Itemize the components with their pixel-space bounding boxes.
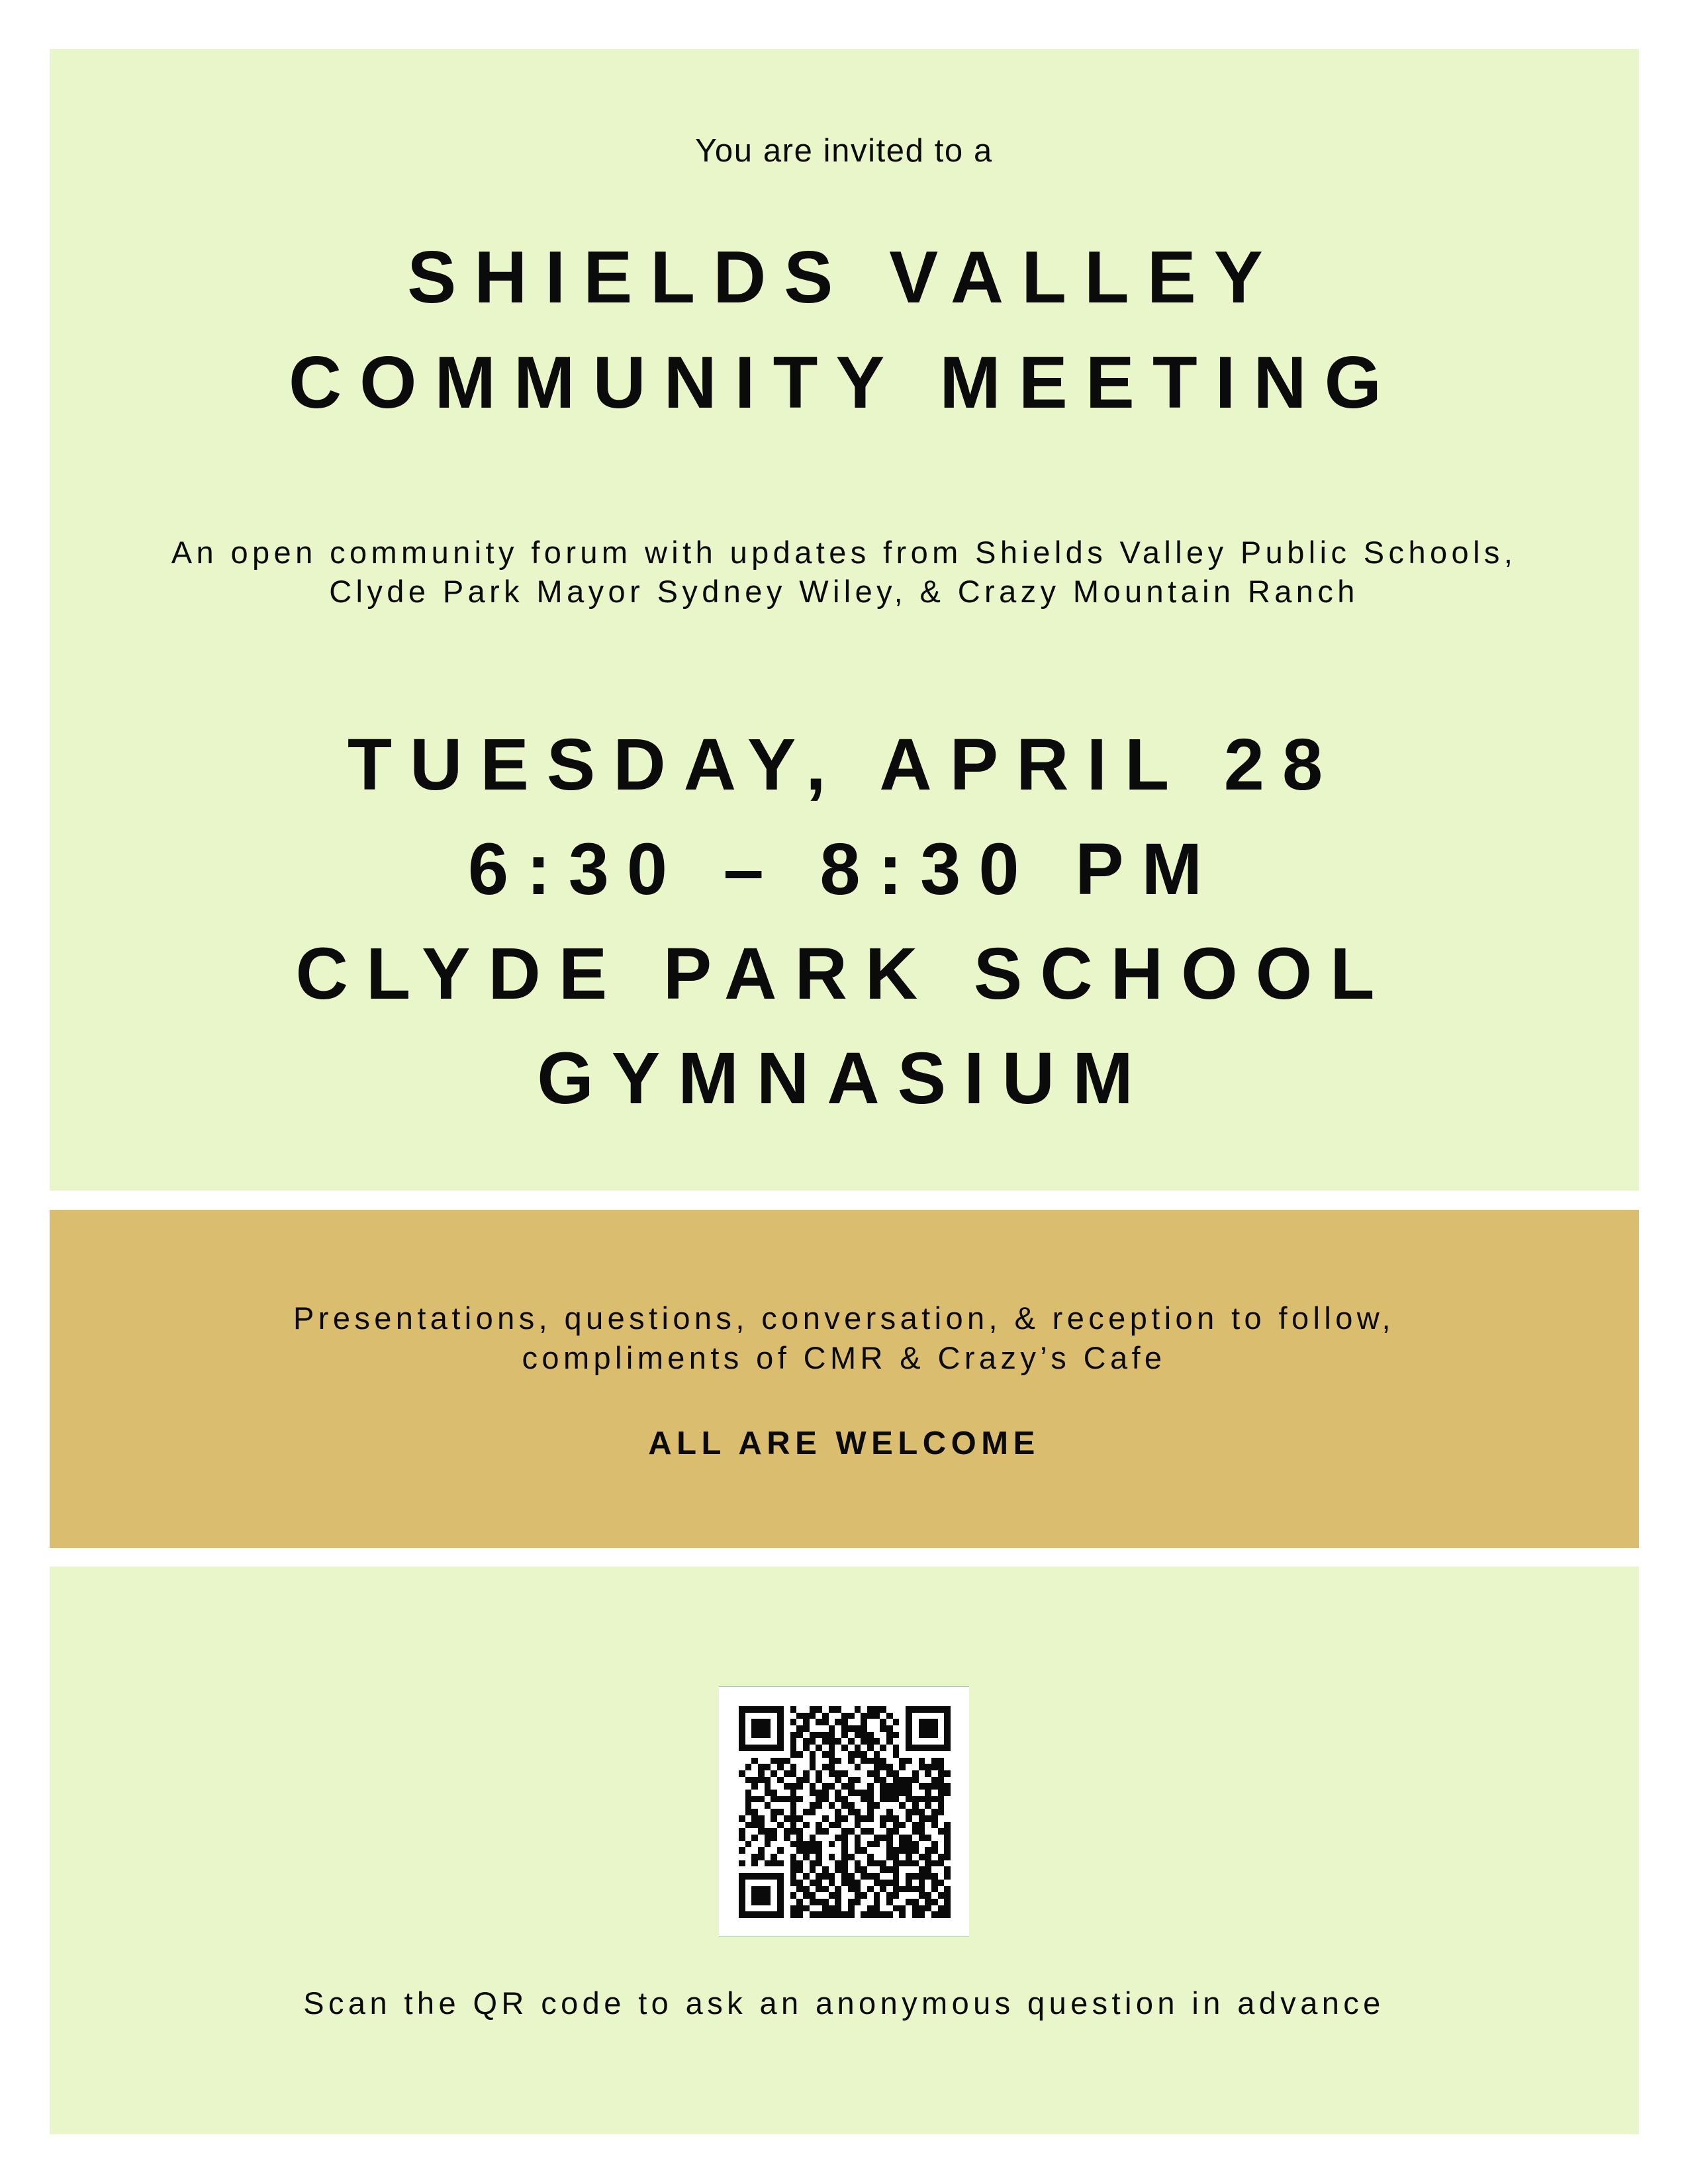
event-date: TUESDAY, APRIL 28 [347, 724, 1341, 805]
qr-caption: Scan the QR code to ask an anonymous question in advance [303, 1985, 1385, 2021]
event-location-line-1: CLYDE PARK SCHOOL [295, 933, 1393, 1015]
title-line-2: COMMUNITY MEETING [289, 341, 1399, 424]
invite-line: You are invited to a [695, 133, 993, 169]
title-line-1: SHIELDS VALLEY [407, 236, 1281, 318]
qr-code-icon[interactable] [719, 1686, 969, 1936]
reception-panel [50, 1210, 1639, 1548]
welcome-banner: ALL ARE WELCOME [648, 1426, 1040, 1461]
qr-code-matrix [739, 1706, 951, 1918]
description-line-1: An open community forum with updates from Shields Valley Public Schools, [171, 535, 1517, 570]
reception-line-1: Presentations, questions, conversation, & reception to follow, [293, 1300, 1395, 1336]
header-panel [50, 49, 1639, 1191]
reception-line-2: compliments of CMR & Crazy’s Cafe [522, 1340, 1166, 1375]
event-time: 6:30 – 8:30 PM [467, 829, 1221, 910]
event-location-line-2: GYMNASIUM [537, 1038, 1151, 1119]
description-line-2: Clyde Park Mayor Sydney Wiley, & Crazy Mountain Ranch [329, 574, 1359, 609]
